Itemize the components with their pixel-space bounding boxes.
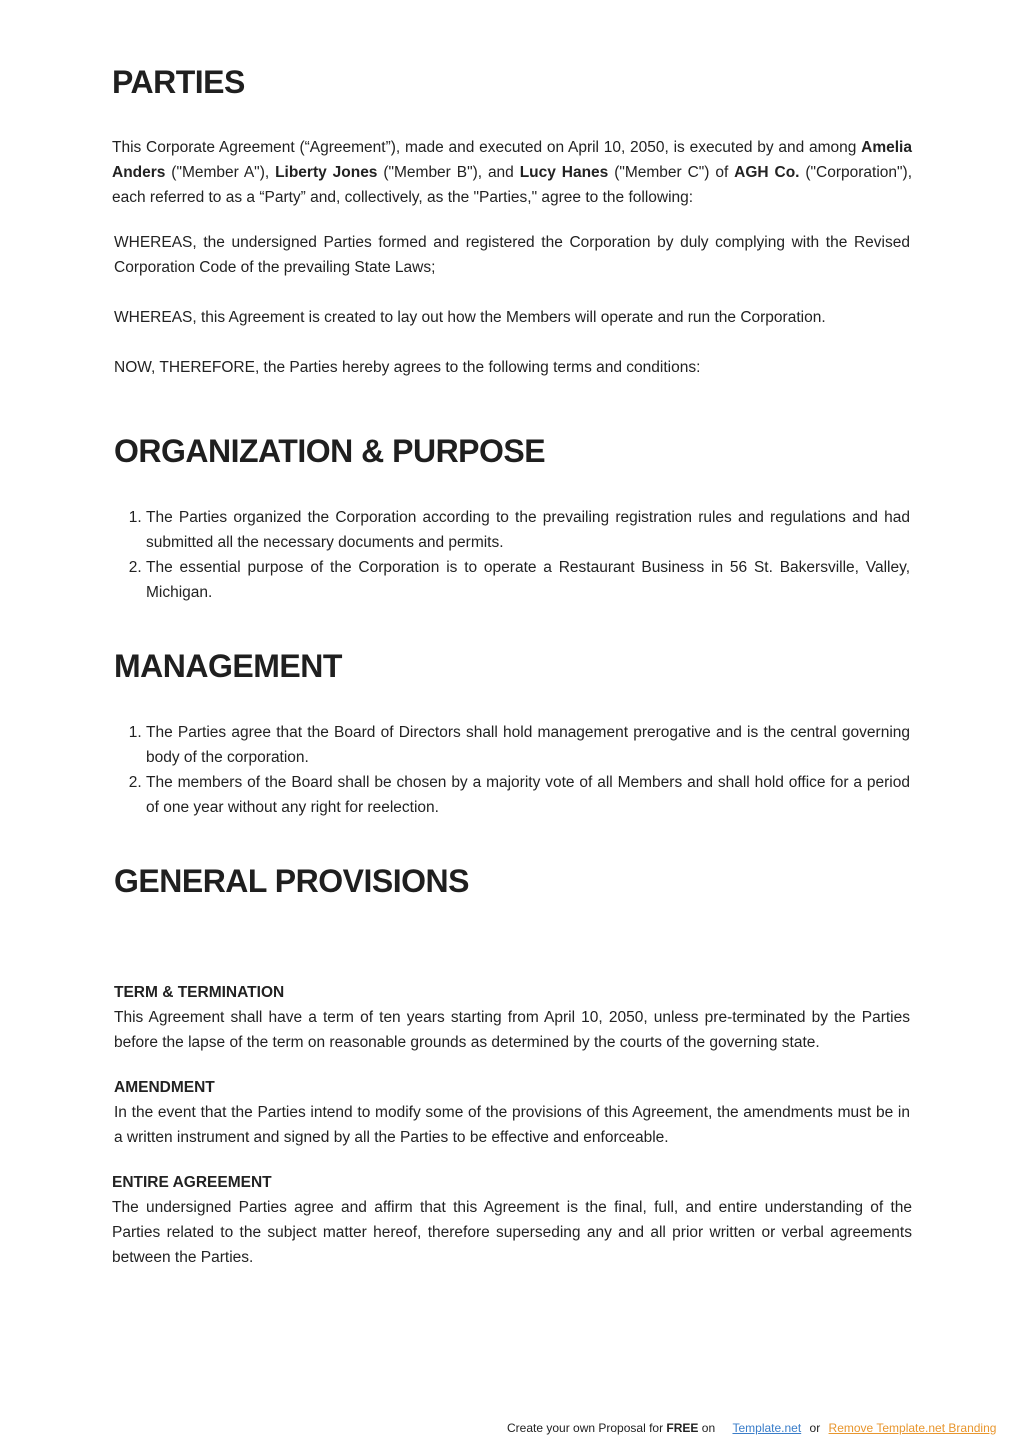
footer-prefix: Create your own Proposal for [507,1421,667,1435]
section-title-management: MANAGEMENT [114,648,342,684]
clause-text: In the event that the Parties intend to modify some of the provisions of this Agreement, the amendments must be in a written instrument and signed by all the Parties to be effective and enforceable. [114,1104,910,1146]
section-title-parties: PARTIES [112,64,245,100]
intro-text: ("Member C") of [608,164,735,181]
corporation-name: AGH Co. [734,164,800,181]
term-termination-clause [114,980,910,1055]
list-item: 1. The Parties agree that the Board of Directors shall hold management prerogative and is the central governing body of the corporation. [146,720,910,770]
parties-intro-paragraph [112,135,912,210]
management-list [114,720,910,820]
footer-free: FREE [666,1421,699,1435]
clause-label: TERM & TERMINATION [114,984,285,1001]
footer-or: or [809,1421,821,1435]
remove-branding-link[interactable]: Remove Template.net Branding [828,1421,997,1435]
intro-text: ("Corporation"), each referred to as a “Party” and, collectively, as the "Parties," agree to the following: [112,164,913,206]
footer-on: on [698,1421,716,1435]
organization-list [114,505,910,605]
list-item: 1. The Parties organized the Corporation according to the prevailing registration rules and regulations and had submitted all the necessary documents and permits. [146,505,910,555]
organization-list-container [114,505,910,605]
now-therefore-paragraph: NOW, THEREFORE, the Parties hereby agrees to the following terms and conditions: [114,359,701,376]
clause-text: This Agreement shall have a term of ten years starting from April 10, 2050, unless pre-terminated by the Parties before the lapse of the term on reasonable grounds as determined by the courts of the governing state. [114,1009,910,1051]
entire-agreement-clause [112,1170,912,1270]
intro-text: ("Member A"), [165,164,276,181]
member-a-name: Amelia Anders [112,139,912,181]
intro-text: This Corporate Agreement (“Agreement”), made and executed on April 10, 2050, is executed by and among [112,139,862,156]
intro-text: ("Member B"), and [377,164,520,181]
clause-label: AMENDMENT [114,1079,215,1096]
section-title-organization: ORGANIZATION & PURPOSE [114,433,546,469]
list-item: 2. The essential purpose of the Corporation is to operate a Restaurant Business in 56 St. Bakersville, Valley, Michigan. [146,555,910,605]
list-item: 2. The members of the Board shall be chosen by a majority vote of all Members and shall hold office for a period of one year without any right for reelection. [146,770,910,820]
template-net-link[interactable]: Template.net [732,1421,802,1435]
clause-text: The undersigned Parties agree and affirm that this Agreement is the final, full, and entire understanding of the Parties related to the subject matter hereof, therefore superseding any and all prior written or verbal agreements between the Parties. [112,1199,912,1266]
clause-label: ENTIRE AGREEMENT [112,1174,272,1191]
section-title-general-provisions: GENERAL PROVISIONS [114,863,469,899]
whereas-paragraph-2: WHEREAS, this Agreement is created to lay out how the Members will operate and run the Corporation. [114,309,826,326]
whereas-paragraph-1: WHEREAS, the undersigned Parties formed and registered the Corporation by duly complying with the Revised Corporation Code of the prevailing State Laws; [114,234,910,276]
member-c-name: Lucy Hanes [519,164,609,181]
branding-footer [507,1420,996,1436]
member-b-name: Liberty Jones [275,164,378,181]
management-list-container [114,720,910,820]
amendment-clause [114,1075,910,1150]
